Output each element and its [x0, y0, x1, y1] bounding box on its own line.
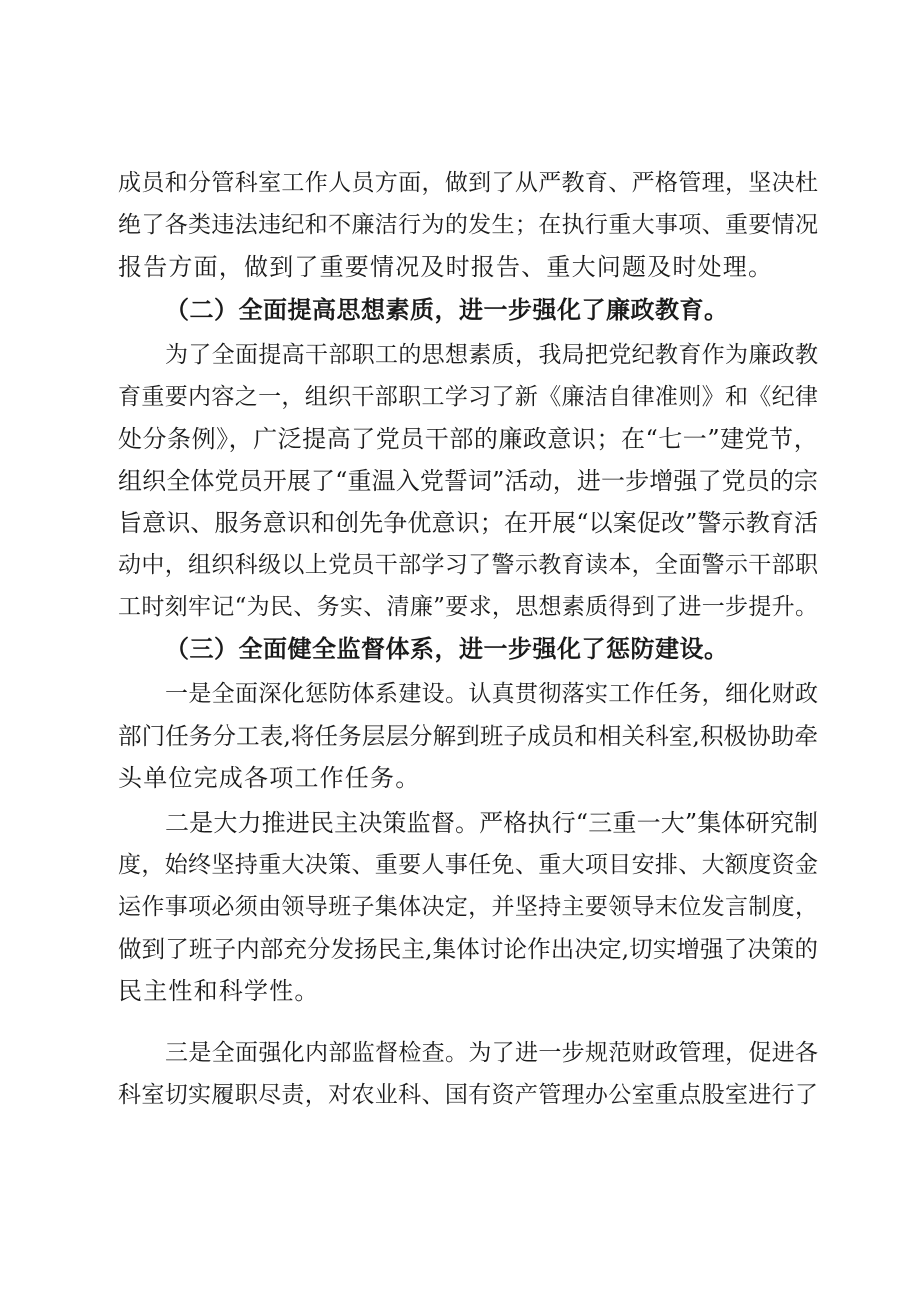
body-text-line: 工时刻牢记“为民、务实、清廉”要求，思想素质得到了进一步提升。: [118, 594, 818, 620]
body-text-line: 三是全面强化内部监督检查。为了进一步规范财政管理，促进各: [165, 1040, 818, 1066]
section-heading-2: （二）全面提高思想素质，进一步强化了廉政教育。: [165, 296, 729, 324]
body-text-line: 一是全面深化惩防体系建设。认真贯彻落实工作任务，细化财政: [165, 681, 818, 707]
body-text-line: 处分条例》，广泛提高了党员干部的廉政意识；在“七一”建党节，: [118, 425, 818, 453]
body-text-line: 部门任务分工表,将任务层层分解到班子成员和相关科室,积极协助牵: [118, 722, 818, 750]
body-text-line: 度，始终坚持重大决策、重要人事任免、重大项目安排、大额度资金: [118, 852, 818, 878]
body-text-line: 绝了各类违法违纪和不廉洁行为的发生；在执行重大事项、重要情况: [118, 212, 818, 238]
body-text-line: 动中，组织科级以上党员干部学习了警示教育读本，全面警示干部职: [118, 552, 818, 578]
body-text-line: 运作事项必须由领导班子集体决定，并坚持主要领导末位发言制度，: [118, 894, 818, 920]
body-text-line: 头单位完成各项工作任务。: [118, 764, 421, 792]
body-text-line: 做到了班子内部充分发扬民主,集体讨论作出决定,切实增强了决策的: [118, 935, 818, 963]
body-text-line: 科室切实履职尽责，对农业科、国有资产管理办公室重点股室进行了: [118, 1082, 818, 1108]
body-text-line: 组织全体党员开展了“重温入党誓词”活动，进一步增强了党员的宗: [118, 467, 818, 495]
body-text-line: 旨意识、服务意识和创先争优意识；在开展“以案促改”警示教育活: [118, 509, 818, 537]
body-text-line: 二是大力推进民主决策监督。严格执行“三重一大”集体研究制: [165, 809, 818, 837]
body-text-line: 育重要内容之一，组织干部职工学习了新《廉洁自律准则》和《纪律: [118, 384, 818, 410]
body-text-line: 为了全面提高干部职工的思想素质，我局把党纪教育作为廉政教: [165, 342, 818, 368]
body-text-line: 民主性和科学性。: [118, 977, 320, 1005]
body-text-line: 报告方面，做到了重要情况及时报告、重大问题及时处理。: [118, 253, 774, 281]
section-heading-3: （三）全面健全监督体系，进一步强化了惩防建设。: [165, 635, 729, 663]
body-text-line: 成员和分管科室工作人员方面，做到了从严教育、严格管理，坚决杜: [118, 170, 818, 196]
